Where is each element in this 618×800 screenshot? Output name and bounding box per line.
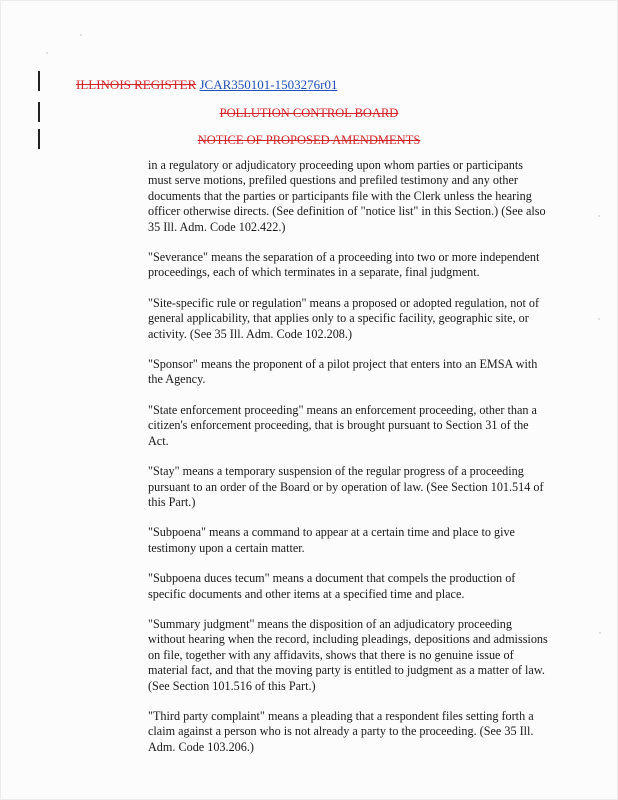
scan-speck — [80, 34, 82, 36]
definition-paragraph: "Subpoena duces tecum" means a document that compels the production of specific documents and other items at a specified time and place. — [148, 571, 516, 601]
board-title-deleted: POLLUTION CONTROL BOARD — [219, 106, 399, 120]
register-header — [76, 77, 337, 93]
scan-speck — [46, 52, 48, 54]
notice-heading — [0, 133, 618, 148]
scan-speck — [599, 632, 601, 634]
definition-paragraph: "Third party complaint" means a pleading that a respondent files setting forth a claim against a person who is not already a party to the proceeding. (See 35 Ill. Adm. Code 103.206.) — [148, 708, 534, 754]
definition-paragraph: "Stay" means a temporary suspension of the regular progress of a proceeding pursuant to an order of the Board or by operation of law. (See Section 101.514 of this Part.) — [148, 464, 544, 509]
register-id-inserted: JCAR350101-1503276r01 — [199, 77, 338, 92]
definition-paragraph: "Summary judgment" means the disposition of an adjudicatory proceeding without hearing when the record, including pleadings, depositions and admissions on file, together with any affidavits, shows that there is no genuine issue of material fact, and that the moving party is entitled to judgment as a matter of law. (See Section 101.516 of this Part.) — [148, 616, 548, 693]
definition-paragraph: "Sponsor" means the proponent of a pilot project that enters into an EMSA with the Agency. — [148, 357, 538, 387]
notice-title-deleted: NOTICE OF PROPOSED AMENDMENTS — [197, 133, 421, 147]
definition-paragraph: "Site-specific rule or regulation" means a proposed or adopted regulation, not of general applicability, that applies only to a specific facility, geographic site, or activity. (See 35 Ill. Adm. Code 102.208.) — [148, 295, 540, 341]
definition-paragraph: in a regulatory or adjudicatory proceeding upon whom parties or participants must serve motions, prefiled questions and prefiled testimony and any other documents that the parties or participants file with the Clerk unless the hearing officer otherwise directs. (See definition of "notice list" in this Section.) (See also 35 Ill. Adm. Code 102.422.) — [148, 158, 546, 234]
change-bar — [38, 71, 40, 91]
definition-paragraph: "Severance" means the separation of a proceeding into two or more independent proceedings, each of which terminates in a separate, final judgment. — [148, 250, 540, 280]
scan-speck — [598, 318, 600, 320]
scan-speck — [598, 215, 600, 217]
definitions-body — [148, 158, 548, 770]
board-heading — [0, 106, 618, 121]
register-title-deleted: ILLINOIS REGISTER — [76, 77, 197, 92]
definition-paragraph: "Subpoena" means a command to appear at a certain time and place to give testimony upon a certain matter. — [148, 525, 515, 555]
definition-paragraph: "State enforcement proceeding" means an enforcement proceeding, other than a citizen's enforcement proceeding, that is brought pursuant to Section 31 of the Act. — [148, 402, 537, 448]
